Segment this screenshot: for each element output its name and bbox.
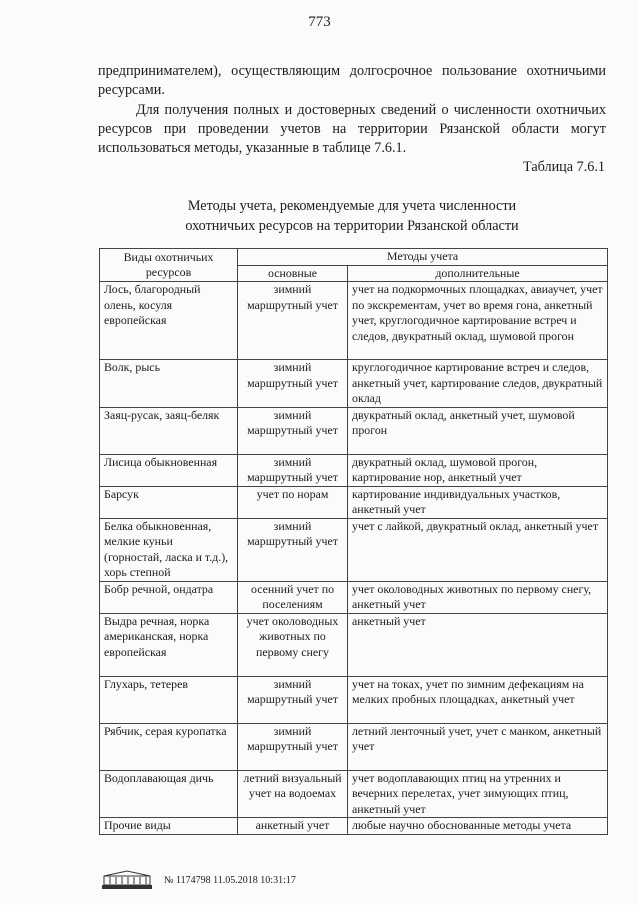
cell-basic: осенний учет по поселениям [238, 581, 348, 613]
cell-species: Заяц-русак, заяц-беляк [100, 407, 238, 454]
cell-basic: учет околоводных животных по первому снегу [238, 613, 348, 676]
cell-extra: летний ленточный учет, учет с манком, анкетный учет [348, 723, 608, 770]
table-row [100, 770, 608, 818]
government-building-stamp-icon [98, 870, 156, 890]
cell-species: Прочие виды [100, 818, 238, 835]
cell-basic: анкетный учет [238, 818, 348, 835]
cell-extra: круглогодичное картирование встреч и следов, анкетный учет, картирование следов, двукратный оклад [348, 360, 608, 408]
cell-extra: учет околоводных животных по первому снегу, анкетный учет [348, 581, 608, 613]
cell-extra: двукратный оклад, анкетный учет, шумовой прогон [348, 407, 608, 454]
table-row [100, 723, 608, 770]
cell-extra: картирование индивидуальных участков, анкетный учет [348, 486, 608, 518]
cell-extra: учет с лайкой, двукратный оклад, анкетный учет [348, 518, 608, 581]
document-footer [98, 870, 296, 890]
header-species: Виды охотничьих ресурсов [100, 249, 238, 282]
cell-extra: учет водоплавающих птиц на утренних и вечерних перелетах, учет зимующих птиц, анкетный учет [348, 770, 608, 818]
table-header-row [100, 249, 608, 266]
cell-basic: учет по норам [238, 486, 348, 518]
cell-basic: зимний маршрутный учет [238, 676, 348, 723]
cell-species: Белка обыкновенная, мелкие куньи (горностай, ласка и т.д.), хорь степной [100, 518, 238, 581]
cell-extra: анкетный учет [348, 613, 608, 676]
cell-extra: двукратный оклад, шумовой прогон, картирование нор, анкетный учет [348, 454, 608, 486]
table-row [100, 676, 608, 723]
cell-species: Водоплавающая дичь [100, 770, 238, 818]
cell-basic: летний визуальный учет на водоемах [238, 770, 348, 818]
cell-species: Бобр речной, ондатра [100, 581, 238, 613]
page-number: 773 [308, 14, 331, 30]
cell-species: Выдра речная, норка американская, норка европейская [100, 613, 238, 676]
cell-basic: зимний маршрутный учет [238, 360, 348, 408]
table-title-line-2: охотничьих ресурсов на территории Рязанской области [185, 218, 519, 234]
table-row [100, 518, 608, 581]
table-row [100, 818, 608, 835]
paragraph-methods-intro: Для получения полных и достоверных сведений о численности охотничьих ресурсов при проведении учетов на территории Рязанской области могут использоваться методы, указанные в таблице 7.6.1. [98, 102, 606, 156]
cell-species: Лось, благородный олень, косуля европейская [100, 282, 238, 360]
cell-species: Волк, рысь [100, 360, 238, 408]
table-row [100, 581, 608, 613]
cell-basic: зимний маршрутный учет [238, 454, 348, 486]
header-extra: дополнительные [348, 265, 608, 282]
cell-species: Рябчик, серая куропатка [100, 723, 238, 770]
table-row [100, 613, 608, 676]
cell-extra: учет на подкормочных площадках, авиаучет, учет по экскрементам, учет во время гона, анкетный учет, круглогодичное картирование встреч и следов, двукратный оклад, шумовой прогон [348, 282, 608, 360]
table-row [100, 486, 608, 518]
methods-table [99, 248, 608, 835]
table-title-line-1: Методы учета, рекомендуемые для учета численности [187, 198, 517, 214]
cell-extra: учет на токах, учет по зимним дефекациям на мелких пробных площадках, анкетный учет [348, 676, 608, 723]
document-registration-code: № 1174798 11.05.2018 10:31:17 [164, 874, 296, 886]
table-row [100, 454, 608, 486]
cell-basic: зимний маршрутный учет [238, 723, 348, 770]
paragraph-continuation: предпринимателем), осуществляющим долгосрочное пользование охотничьими ресурсами. [98, 63, 606, 98]
cell-extra: любые научно обоснованные методы учета [348, 818, 608, 835]
cell-species: Барсук [100, 486, 238, 518]
cell-basic: зимний маршрутный учет [238, 407, 348, 454]
table-row [100, 360, 608, 408]
table-title [98, 196, 606, 236]
cell-basic: зимний маршрутный учет [238, 518, 348, 581]
header-basic: основные [238, 265, 348, 282]
cell-basic: зимний маршрутный учет [238, 282, 348, 360]
cell-species: Глухарь, тетерев [100, 676, 238, 723]
table-label: Таблица 7.6.1 [523, 159, 605, 175]
cell-species: Лисица обыкновенная [100, 454, 238, 486]
table-row [100, 407, 608, 454]
table-row [100, 282, 608, 360]
header-methods: Методы учета [238, 249, 608, 266]
